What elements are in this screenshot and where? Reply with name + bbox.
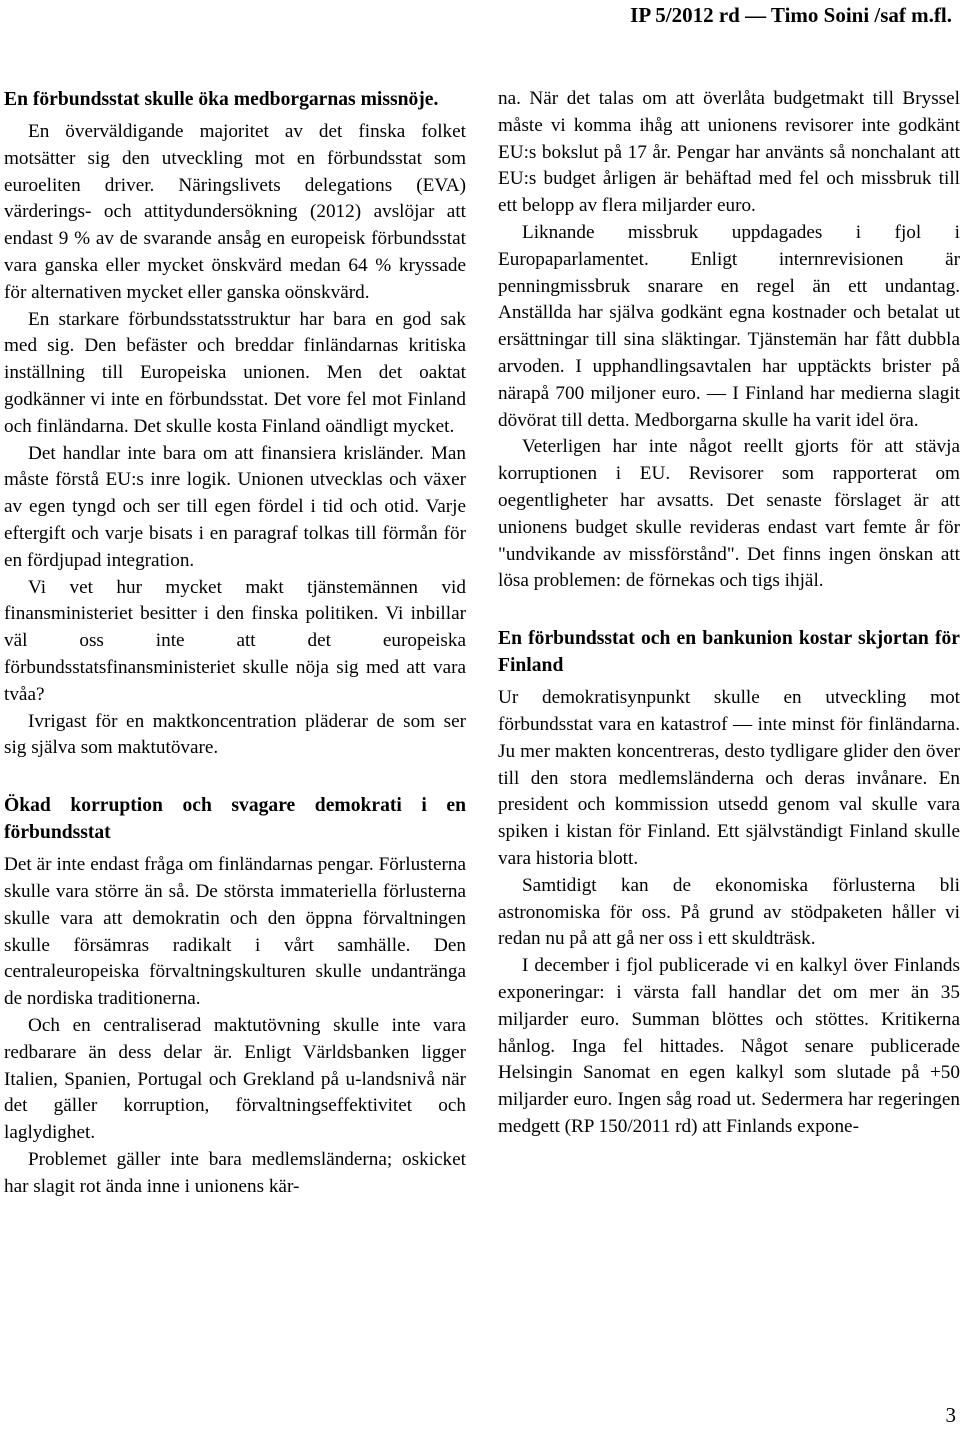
paragraph: En starkare förbundsstatsstruktur har bara en god sak med sig. Den befäster och breddar finländarnas kritiska inställning till Europeiska unionen. Men det oaktat godkänner vi inte en förbundsstat. Det vore fel mot Finland och finländarna. Det skulle kosta Finland oändligt mycket.: [4, 308, 466, 437]
paragraph: Ivrigast för en maktkoncentration pläderar de som ser sig själva som maktutövare.: [4, 710, 466, 759]
paragraph: Det är inte endast fråga om finländarnas pengar. Förlusterna skulle vara större än så. De största immateriella förlusterna skulle vara att demokratin och den öppna förvaltningen skulle försämras radikalt i vårt samhälle. Den centraleuropeiska förvaltningskulturen skulle undantränga de nordiska traditionerna.: [4, 854, 466, 1010]
paragraph: Problemet gäller inte bara medlemsländerna; oskicket har slagit rot ända inne i unionens kär-: [4, 1148, 466, 1197]
paragraph: I december i fjol publicerade vi en kalkyl över Finlands exponeringar: i värsta fall handlar det om mer än 35 miljarder euro. Summan blöttes och stöttes. Kritikerna hånlog. Inga fel hittades. Något senare publicerade Helsingin Sanomat en egen kalkyl som slutade på +50 miljarder euro. Ingen såg road ut. Sedermera har regeringen medgett (RP 150/2011 rd) att Finlands expone-: [498, 955, 960, 1137]
section-heading-medborgarnas-missnoje: En förbundsstat skulle öka medborgarnas missnöje.: [4, 89, 439, 110]
section-heading-bankunion: En förbundsstat och en bankunion kostar skjortan för Finland: [498, 628, 960, 677]
paragraph: Vi vet hur mycket makt tjänstemännen vid finansministeriet besitter i den finska politiken. Vi inbillar väl oss inte att det europeiska förbundsstatsfinansministeriet skulle nöja sig med att vara tvåa?: [4, 576, 466, 705]
paragraph: Ur demokratisynpunkt skulle en utveckling mot förbundsstat vara en katastrof — inte minst för finländarna. Ju mer makten koncentreras, desto tydligare glider den över till den stora medlemsländerna och deras invånare. En president och kommission utsedd genom val skulle vara spiken i kistan för Finland. Ett självständigt Finland skulle vara historia blott.: [498, 687, 960, 869]
running-header: IP 5/2012 rd — Timo Soini /saf m.fl.: [630, 3, 952, 27]
left-column: [4, 86, 466, 1200]
paragraph: Det handlar inte bara om att finansiera krisländer. Man måste förstå EU:s inre logik. Unionen utvecklas och växer av egen tyngd och ser till egen fördel i tid och otid. Varje eftergift och varje bisats i en paragraf tolkas till förmån för en fördjupad integration.: [4, 442, 466, 571]
right-column: [498, 86, 960, 1141]
paragraph: Samtidigt kan de ekonomiska förlusterna bli astronomiska för oss. På grund av stödpaketen håller vi redan nu på att gå ner oss i ett skuldträsk.: [498, 874, 960, 950]
section-heading-okad-korruption: Ökad korruption och svagare demokrati i en förbundsstat: [4, 795, 466, 844]
paragraph: Och en centraliserad maktutövning skulle inte vara redbarare än dess delar är. Enligt Världsbanken ligger Italien, Spanien, Portugal och Grekland på u-landsnivå när det gäller korruption, förvaltningseffektivitet och laglydighet.: [4, 1014, 466, 1144]
page-number: 3: [945, 1403, 956, 1427]
paragraph: na. När det talas om att överlåta budgetmakt till Bryssel måste vi komma ihåg att unionens revisorer inte godkänt EU:s bokslut på 17 år. Pengar har använts så nonchalant att EU:s budget årligen är behäftad med fel och missbruk till ett belopp av flera miljarder euro.: [498, 88, 960, 217]
paragraph: En överväldigande majoritet av det finska folket motsätter sig den utveckling mot en förbundsstat som euroeliten driver. Näringslivets delegations (EVA) värderings- och attitydundersökning (2012) avslöjar att endast 9 % av de svarande ansåg en europeisk förbundsstat vara ganska eller mycket önskvärd medan 64 % kryssade för alternativen mycket eller ganska oönskvärd.: [4, 121, 466, 303]
paragraph: Liknande missbruk uppdagades i fjol i Europaparlamentet. Enligt internrevisionen är penningmissbruk snarare en regel än ett undantag. Anställda har själva godkänt egna kostnader och betalat ut ersättningar till sina släktingar. Tjänstemän har fått dubbla arvoden. I upphandlingsavtalen har upptäckts brister på närapå 700 miljoner euro. — I Finland har medierna slagit dövörat till detta. Medborgarna skulle ha varit idel öra.: [498, 221, 960, 431]
paragraph: Veterligen har inte något reellt gjorts för att stävja korruptionen i EU. Revisorer som rapporterat om oegentligheter har avsatts. Det senaste förslaget är att unionens budget skulle revideras endast vart femte år för "undvikande av missförstånd". Det finns ingen önskan att lösa problemen: de förnekas och tigs ihjäl.: [498, 436, 960, 592]
